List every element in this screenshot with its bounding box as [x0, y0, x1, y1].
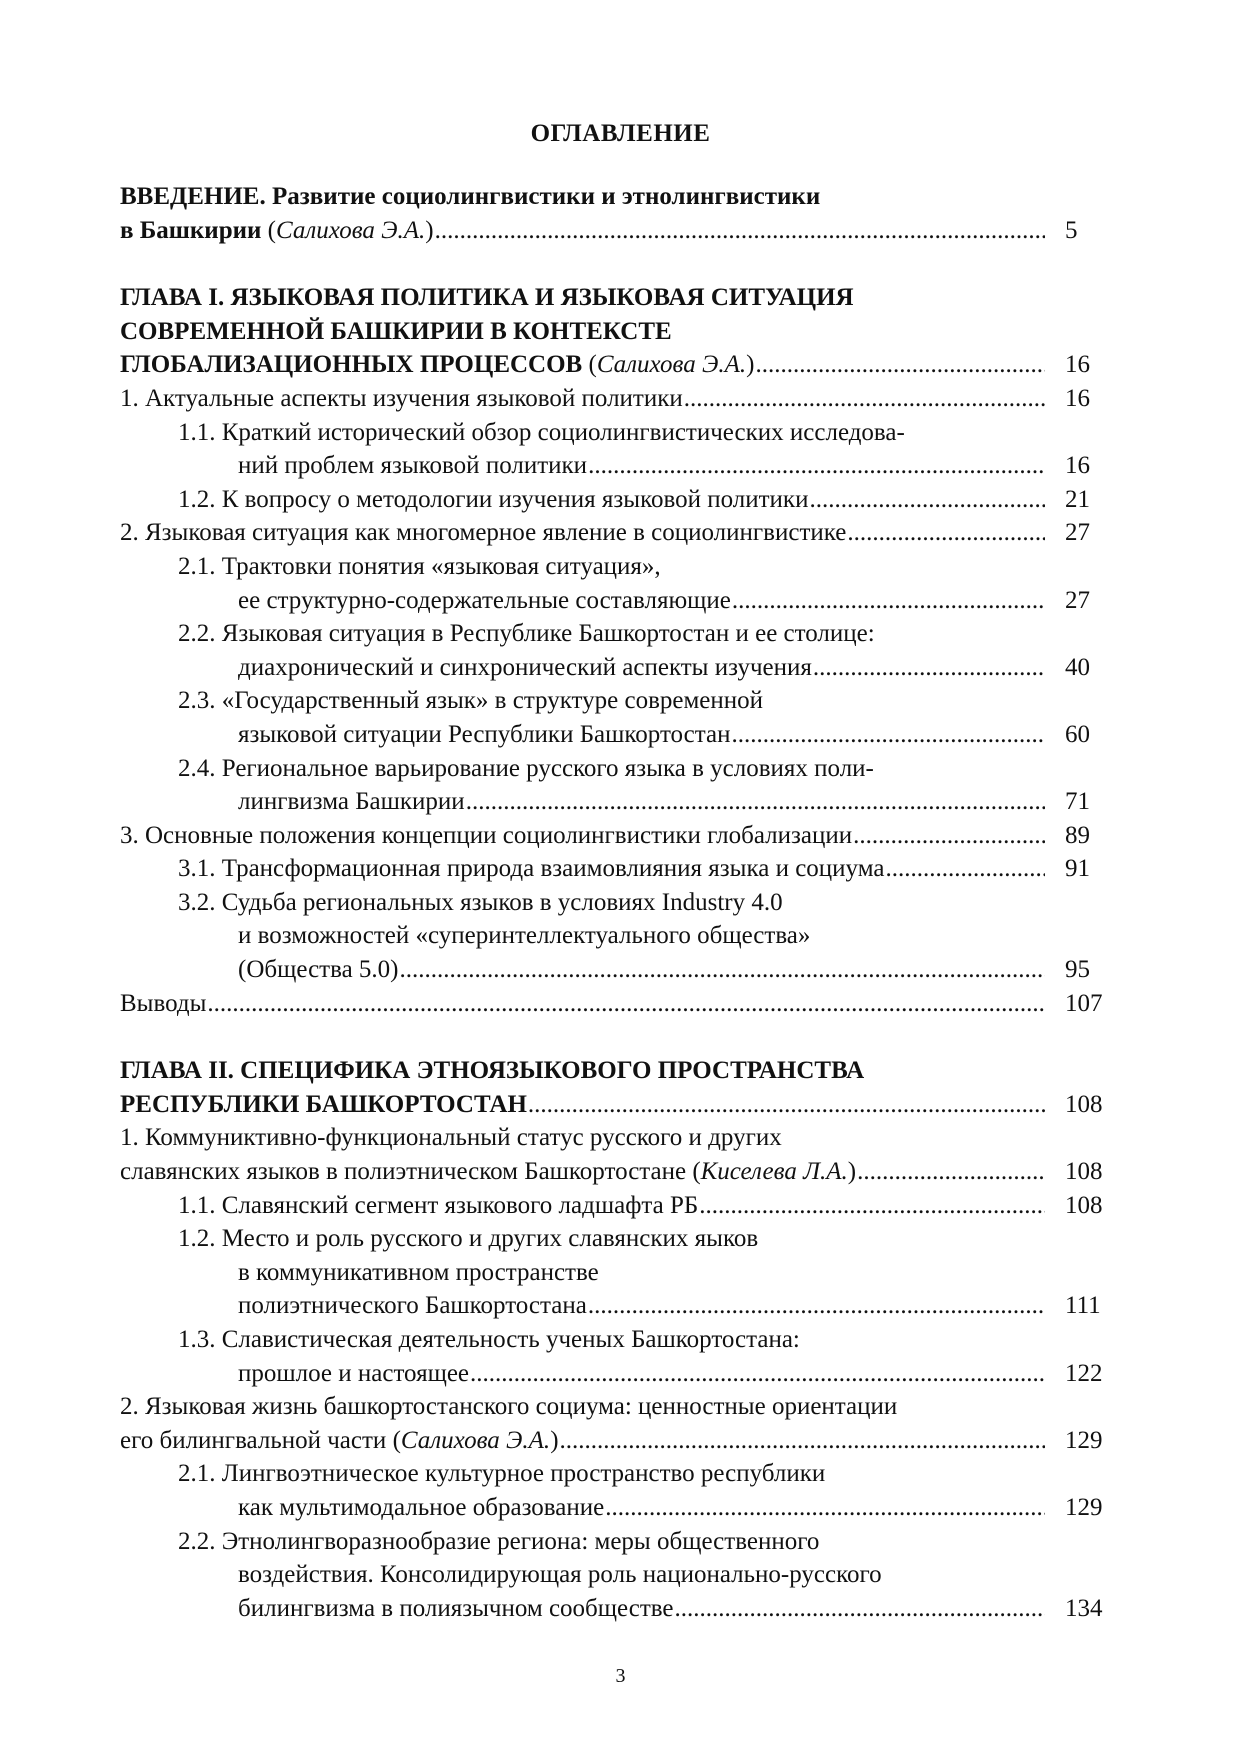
toc-entry-author: Салихова Э.А.	[400, 1426, 551, 1454]
toc-entry-text: полиэтнического Башкортостана	[238, 1292, 587, 1320]
toc-entry-text: билингвизма в полиязычном сообществе	[238, 1594, 674, 1622]
toc-entry[interactable]	[120, 483, 1120, 517]
toc-entry-text: лингвизма Башкирии	[238, 788, 465, 816]
toc-entry-text: РЕСПУБЛИКИ БАШКОРТОСТАН	[120, 1090, 527, 1118]
toc-entry-page: 134	[1065, 1594, 1103, 1622]
toc-entry-text: 1.1. Краткий исторический обзор социолингвистических исследова-	[178, 418, 905, 446]
toc-entry-page: 129	[1065, 1493, 1103, 1521]
toc-entry-text: 2.2. Этнолингворазнообразие региона: меры общественного	[178, 1527, 820, 1555]
toc-entry-text: в Башкирии	[120, 216, 262, 244]
toc-entry-text: 2. Языковая жизнь башкортостанского социума: ценностные ориентации	[120, 1393, 898, 1421]
toc-entry-text: ВВЕДЕНИЕ. Развитие социолингвистики и этнолингвистики	[120, 183, 821, 210]
toc-entry-text: ГЛАВА II. СПЕЦИФИКА ЭТНОЯЗЫКОВОГО ПРОСТРАНСТВА	[120, 1057, 865, 1085]
toc-entry-text: в коммуникативном пространстве	[238, 1258, 599, 1286]
toc-entry-text: 2.2. Языковая ситуация в Республике Башкортостан и ее столице:	[178, 620, 875, 648]
toc-entry-page: 16	[1065, 384, 1090, 412]
toc-entry[interactable]	[120, 1323, 1120, 1390]
toc-entry[interactable]	[120, 1189, 1120, 1223]
toc-entry-text: 2.4. Региональное варьирование русского языка в условиях поли-	[178, 754, 874, 782]
toc-entry-text: прошлое и настоящее	[238, 1359, 470, 1387]
toc-entry-page: 108	[1065, 1090, 1103, 1118]
toc-entry-text: 1. Актуальные аспекты изучения языковой политики	[120, 384, 683, 412]
toc-entry-text: 2.3. «Государственный язык» в структуре современной	[178, 687, 764, 715]
toc-entry[interactable]	[120, 886, 1120, 987]
toc-entry-text: ее структурно-содержательные составляющие	[238, 586, 731, 614]
toc-entry[interactable]	[120, 1525, 1120, 1626]
toc-entry-chapter-2[interactable]	[120, 1054, 1120, 1121]
toc-entry[interactable]	[120, 852, 1120, 886]
toc-entry-text: 2. Языковая ситуация как многомерное явление в социолингвистике	[120, 519, 847, 547]
toc-entry-text: 3.1. Трансформационная природа взаимовлияния языка и социума	[178, 855, 885, 883]
toc-entry-text: и возможностей «суперинтеллектуального общества»	[238, 922, 811, 950]
toc-entry-page: 107	[1065, 989, 1103, 1017]
toc-entry-text: 1. Коммуниктивно-функциональный статус русского и других	[120, 1124, 782, 1152]
toc-entry-text: ГЛАВА I. ЯЗЫКОВАЯ ПОЛИТИКА И ЯЗЫКОВАЯ СИТУАЦИЯ	[120, 284, 854, 312]
toc-entry-author: Салихова Э.А.	[275, 216, 426, 244]
toc-entry[interactable]	[120, 1457, 1120, 1524]
toc-entry-text: его билингвальной части	[120, 1426, 387, 1454]
toc-entry-author: Салихова Э.А.	[596, 351, 747, 379]
toc-entry[interactable]	[120, 1222, 1120, 1323]
toc-entry-chapter-1[interactable]: ГЛАВА I. ЯЗЫКОВАЯ ПОЛИТИКА И ЯЗЫКОВАЯ СИТУАЦИЯ СОВРЕМЕННОЙ БАШКИРИИ В КОНТЕКСТЕ ГЛОБАЛИЗАЦИОННЫХ ПРОЦЕССОВ (Салихова Э.А.) ..... 16	[120, 281, 1120, 382]
page-number: 3	[615, 1665, 626, 1687]
toc-entry-text: языковой ситуации Республики Башкортостан	[238, 720, 731, 748]
toc-entry-intro[interactable]: ВВЕДЕНИЕ. Развитие социолингвистики и этнолингвистики в Башкирии (Салихова Э.А.) ..... 5	[120, 180, 1120, 247]
toc-entry-text: ний проблем языковой политики	[238, 452, 588, 480]
toc-entry-text: ГЛОБАЛИЗАЦИОННЫХ ПРОЦЕССОВ	[120, 351, 583, 379]
toc-entry-page: 95	[1065, 956, 1090, 984]
toc-entry-page: 108	[1065, 1191, 1103, 1219]
toc-entry[interactable]	[120, 550, 1120, 617]
toc-entry-page: 16	[1065, 452, 1090, 480]
toc-entry-text: 1.1. Славянский сегмент языкового ладшафта РБ	[178, 1191, 699, 1219]
toc-entry[interactable]	[120, 617, 1120, 684]
toc-entry-page: 71	[1065, 788, 1090, 816]
toc-entry-page: 89	[1065, 821, 1090, 849]
toc-entry[interactable]	[120, 752, 1120, 819]
toc-entry-page: 27	[1065, 519, 1090, 547]
toc-entry-text: 2.1. Лингвоэтническое культурное пространство республики	[178, 1460, 826, 1488]
toc-entry[interactable]	[120, 416, 1120, 483]
toc-entry[interactable]	[120, 819, 1120, 853]
toc-entry-author: Киселева Л.А.	[700, 1158, 848, 1186]
toc-entry-conclusions[interactable]	[120, 987, 1120, 1021]
toc-entry-page: 16	[1065, 351, 1090, 379]
toc-entry-page: 5	[1065, 216, 1078, 244]
toc-entry-text: 3. Основные положения концепции социолингвистики глобализации	[120, 821, 853, 849]
toc-entry-text: СОВРЕМЕННОЙ БАШКИРИИ В КОНТЕКСТЕ	[120, 317, 672, 345]
toc-entry-page: 91	[1065, 855, 1090, 883]
toc-entry-page: 21	[1065, 485, 1090, 513]
toc-entry-text: воздействия. Консолидирующая роль национально-русского	[238, 1561, 882, 1589]
toc-entry-text: Выводы	[120, 989, 207, 1017]
toc-entry[interactable]	[120, 684, 1120, 751]
toc-entry-text: славянских языков в полиэтническом Башкортостане	[120, 1158, 687, 1186]
toc-entry-text: диахронический и синхронический аспекты изучения	[238, 653, 812, 681]
toc-entry-page: 40	[1065, 653, 1090, 681]
toc-entry-page: 108	[1065, 1158, 1103, 1186]
toc-entry[interactable]: 1. Коммуниктивно-функциональный статус русского и других славянских языков в полиэтническом Башкортостане (Киселева Л.А.) ..... 108	[120, 1121, 1120, 1188]
toc-entry-page: 122	[1065, 1359, 1103, 1387]
toc-entry[interactable]: 2. Языковая жизнь башкортостанского социума: ценностные ориентации его билингвальной части (Салихова Э.А.) ..... 129	[120, 1390, 1120, 1457]
toc-entry-page: 27	[1065, 586, 1090, 614]
toc-entry-text: 3.2. Судьба региональных языков в условиях Industry 4.0	[178, 888, 783, 916]
toc-entry[interactable]	[120, 382, 1120, 416]
toc-entry-text: 2.1. Трактовки понятия «языковая ситуация»,	[178, 552, 661, 580]
toc-entry[interactable]	[120, 516, 1120, 550]
toc-entry-text: (Общества 5.0)	[238, 956, 399, 984]
toc-entry-page: 129	[1065, 1426, 1103, 1454]
toc-entry-text: как мультимодальное образование	[238, 1493, 605, 1521]
toc-entry-text: 1.3. Славистическая деятельность ученых Башкортостана:	[178, 1326, 800, 1353]
toc-entry-page: 60	[1065, 720, 1090, 748]
toc-entry-page: 111	[1065, 1292, 1101, 1320]
toc-entry-text: 1.2. К вопросу о методологии изучения языковой политики	[178, 485, 809, 513]
table-of-contents	[120, 180, 1120, 1625]
toc-entry-text: 1.2. Место и роль русского и других славянских яыков	[178, 1225, 759, 1253]
page-title: ОГЛАВЛЕНИЕ	[530, 120, 711, 147]
